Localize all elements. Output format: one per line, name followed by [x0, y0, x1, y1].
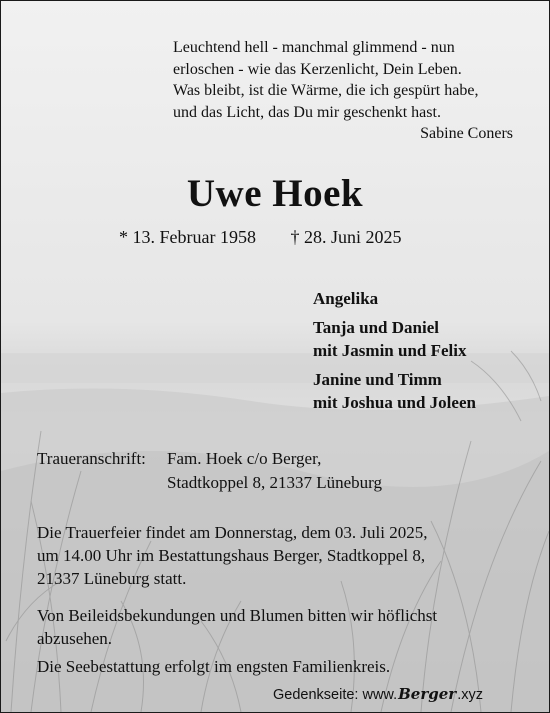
address-line: Stadtkoppel 8, 21337 Lüneburg — [167, 473, 382, 492]
address-line: Fam. Hoek c/o Berger, — [167, 449, 322, 468]
poem-line: erloschen - wie das Kerzenlicht, Dein Leben. — [173, 60, 462, 78]
birth-date: * 13. Februar 1958 — [119, 227, 256, 247]
condolence-request — [37, 604, 437, 650]
death-date: † 28. Juni 2025 — [290, 227, 402, 247]
mourner-name: Tanja und Daniel — [313, 318, 439, 337]
family-mourners — [313, 287, 476, 420]
poem-line: und das Licht, das Du mir geschenkt hast. — [173, 103, 441, 121]
deceased-name: Uwe Hoek — [186, 172, 364, 215]
memorial-website[interactable] — [273, 685, 483, 703]
address-label: Traueranschrift: — [37, 449, 146, 468]
mourner-name: mit Jasmin und Felix — [313, 341, 467, 360]
life-dates — [119, 227, 402, 248]
mourning-address — [37, 447, 382, 495]
funeral-ceremony-info — [37, 521, 517, 590]
mourner-name: mit Joshua und Joleen — [313, 393, 476, 412]
ceremony-line: Die Trauerfeier findet am Donnerstag, dem 03. Juli 2025, — [37, 523, 428, 542]
ceremony-line: 21337 Lüneburg statt. — [37, 569, 187, 588]
mourner-name: Janine und Timm — [313, 370, 442, 389]
poem-line: Was bleibt, ist die Wärme, die ich gespürt habe, — [173, 82, 479, 99]
poem-author: Sabine Coners — [420, 125, 513, 142]
poem-block — [173, 37, 513, 145]
mourner-name: Angelika — [313, 289, 379, 308]
website-prefix: Gedenkseite: www. — [273, 687, 398, 703]
condolence-line: Von Beileidsbekundungen und Blumen bitten wir höflichst — [37, 606, 438, 625]
address-row — [37, 447, 382, 471]
address-row — [37, 471, 382, 495]
website-suffix: .xyz — [457, 687, 483, 703]
website-brand-logo: Berger — [398, 685, 457, 703]
mourner-group — [313, 316, 476, 362]
mourner-group — [313, 287, 476, 310]
poem-line: Leuchtend hell - manchmal glimmend - nun — [173, 39, 455, 56]
condolence-line: abzusehen. — [37, 629, 113, 648]
mourner-group — [313, 368, 476, 414]
sea-burial-note: Die Seebestattung erfolgt im engsten Familienkreis. — [37, 657, 391, 676]
ceremony-line: um 14.00 Uhr im Bestattungshaus Berger, Stadtkoppel 8, — [37, 546, 426, 565]
